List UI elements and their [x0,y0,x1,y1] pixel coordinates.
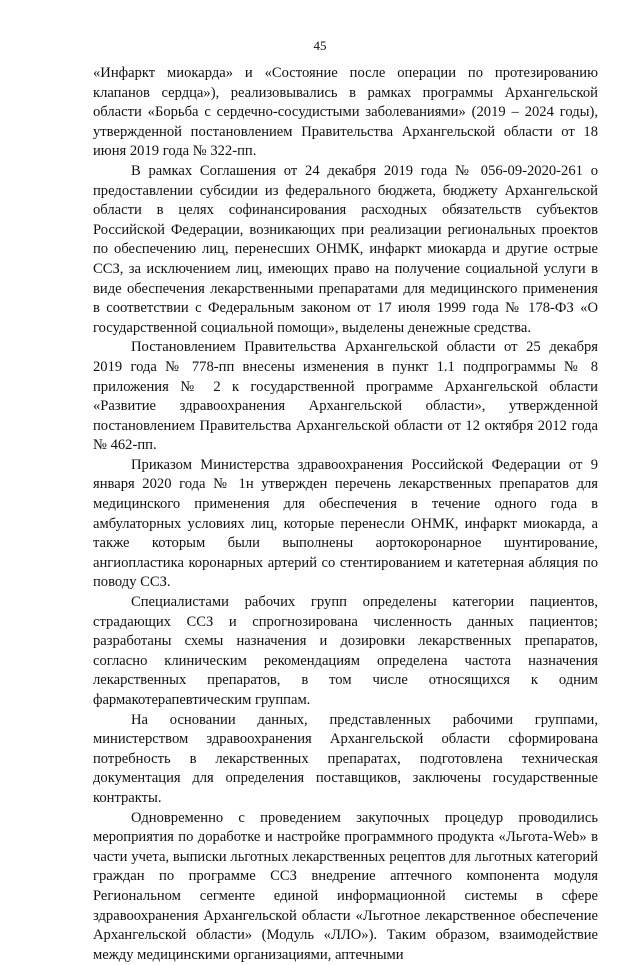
paragraph-6: На основании данных, представленных рабочими группами, министерством здравоохранения Архангельской области сформирована потребность в лекарственных препаратах, подготовлена техническая документация для определения поставщиков, заключены государственные контракты. [93,711,598,806]
paragraph-4: Приказом Министерства здравоохранения Российской Федерации от 9 января 2020 года № 1н утвержден перечень лекарственных препаратов для медицинского применения для обеспечения в течение одного года в амбулаторных условиях лиц, которые перенесли ОНМК, инфаркт миокарда, а также которым были выполнены аортокоронарное шунтирование, ангиопластика коронарных артерий со стентированием и катетерная абляция по поводу ССЗ. [93,456,598,591]
page-number: 45 [313,38,327,53]
paragraph-5: Специалистами рабочих групп определены категории пациентов, страдающих ССЗ и спрогнозирована численность данных пациентов; разработаны схемы назначения и дозировки лекарственных препаратов, согласно клиническим рекомендациям определена частота назначения лекарственных препаратов, в том числе относящихся к одним фармакотерапевтическим группам. [93,594,598,708]
paragraph-1: «Инфаркт миокарда» и «Состояние после операции по протезированию клапанов сердца»), реализовывались в рамках программы Архангельской области «Борьба с сердечно-сосудистыми заболеваниями» (2019 – 2024 годы), утвержденной постановлением Правительства Архангельской области от 18 июня 2019 года № 322-пп. [93,65,598,160]
document-body [93,64,598,965]
paragraph-7: Одновременно с проведением закупочных процедур проводились мероприятия по доработке и настройке программного продукта «Льгота-Web» в части учета, выписки льготных лекарственных рецептов для льготных категорий граждан по программе ССЗ внедрение аптечного компонента модуля Региональном сегменте единой информационной системы в сфере здравоохранения Архангельской области «Льготное лекарственное обеспечение Архангельской области» (Модуль «ЛЛО»). Таким образом, взаимодействие между медицинскими организациями, аптечными [93,809,598,963]
paragraph-3: Постановлением Правительства Архангельской области от 25 декабря 2019 года № 778-пп внесены изменения в пункт 1.1 подпрограммы № 8 приложения № 2 к государственной программе Архангельской области «Развитие здравоохранения Архангельской области», утвержденной постановлением Правительства Архангельской области от 12 октября 2012 года № 462-пп. [93,339,598,454]
paragraph-2: В рамках Соглашения от 24 декабря 2019 года № 056-09-2020-261 о предоставлении субсидии из федерального бюджета, бюджету Архангельской области в целях софинансирования расходных обязательств субъектов Российской Федерации, возникающих при реализации региональных проектов по обеспечению лиц, перенесших ОНМК, инфаркт миокарда и другие острые ССЗ, за исключением лиц, имеющих право на получение социальной услуги в виде обеспечения лекарственными препаратами для медицинского применения в соответствии с Федеральным законом от 17 июля 1999 года № 178-ФЗ «О государственной социальной помощи», выделены денежные средства. [93,162,598,336]
